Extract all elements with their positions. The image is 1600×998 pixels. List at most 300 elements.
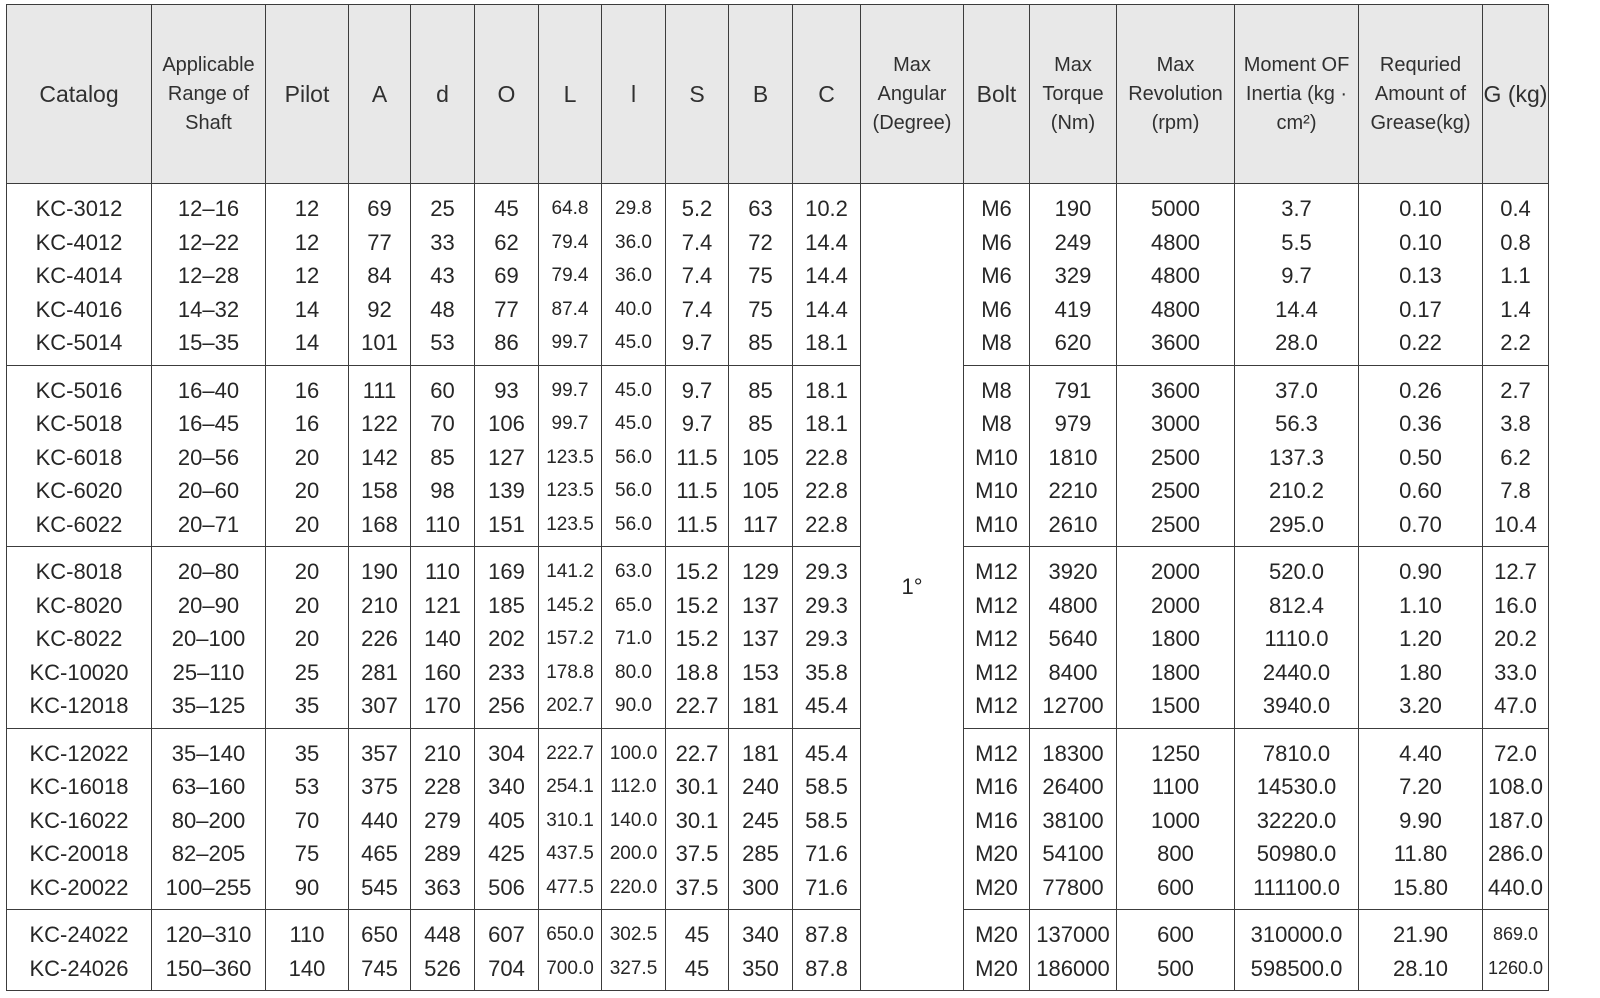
cell-value: 425 <box>488 841 525 866</box>
table-cell-pilot <box>266 728 349 910</box>
cell-value: 979 <box>1054 411 1092 436</box>
table-cell-torque <box>1030 184 1117 366</box>
cell-value: 145.2 <box>546 594 594 616</box>
cell-value: 14530.0 <box>1256 774 1337 799</box>
cell-value: 15.2 <box>675 592 719 618</box>
cell-value: 187.0 <box>1487 807 1544 833</box>
cell-value: 520.0 <box>1268 559 1325 584</box>
cell-value: 2500 <box>1151 511 1200 537</box>
cell-value: 18.1 <box>805 377 848 403</box>
cell-value: 29.3 <box>805 592 848 618</box>
column-header-revolution: Max Revolution (rpm) <box>1117 5 1235 184</box>
table-cell-inertia <box>1235 365 1359 547</box>
cell-value: 12 <box>294 229 320 255</box>
cell-value: 168 <box>361 511 398 537</box>
cell-value: 289 <box>424 841 461 866</box>
cell-value: 340 <box>488 774 525 799</box>
cell-value: M8 <box>981 411 1012 436</box>
cell-value: 30.1 <box>675 774 719 799</box>
table-cell-range <box>152 184 266 366</box>
cell-value: 63 <box>748 196 773 221</box>
cell-value: 285 <box>742 841 779 866</box>
table-cell-revolution <box>1117 365 1235 547</box>
table-cell-bolt <box>964 365 1030 547</box>
cell-value: 279 <box>424 807 461 833</box>
cell-value: 350 <box>742 955 779 981</box>
cell-value: KC-4012 <box>35 229 123 255</box>
cell-value: M12 <box>975 740 1018 766</box>
cell-value: 5000 <box>1151 196 1200 221</box>
cell-value: 650 <box>361 922 398 947</box>
table-cell-catalog <box>7 728 152 910</box>
cell-value: 20 <box>294 626 320 651</box>
cell-value: 1810 <box>1048 444 1098 470</box>
cell-value: 600 <box>1157 874 1194 900</box>
table-cell-pilot <box>266 184 349 366</box>
cell-value: 123.5 <box>546 480 594 501</box>
cell-value: 123.5 <box>546 446 594 468</box>
cell-value: 33 <box>430 229 455 255</box>
cell-value: 598500.0 <box>1250 955 1343 981</box>
cell-value: 87.8 <box>805 922 848 947</box>
cell-value: 545 <box>361 874 398 900</box>
cell-value: 20.2 <box>1494 626 1537 651</box>
cell-value: 29.3 <box>805 626 848 651</box>
cell-value: 1000 <box>1151 807 1200 833</box>
table-cell-l <box>539 365 602 547</box>
cell-value: 105 <box>742 478 779 503</box>
coupling-spec-table-wrapper <box>6 4 1549 991</box>
cell-value: M12 <box>975 626 1018 651</box>
cell-value: 75 <box>294 841 320 866</box>
cell-value: 56.0 <box>615 480 652 501</box>
cell-value: 16.0 <box>1494 592 1537 618</box>
cell-value: 2500 <box>1151 478 1200 503</box>
table-cell-grease <box>1359 910 1483 991</box>
cell-value: KC-16018 <box>29 774 129 799</box>
table-cell-inertia <box>1235 910 1359 991</box>
cell-value: 7.20 <box>1399 774 1442 799</box>
cell-value: 3.7 <box>1281 196 1312 221</box>
cell-value: 0.13 <box>1399 263 1442 288</box>
cell-value: KC-6018 <box>35 444 123 470</box>
cell-value: 123.5 <box>546 513 594 535</box>
table-cell-b <box>729 184 793 366</box>
column-header-a: A <box>349 5 411 184</box>
cell-value: 36.0 <box>615 265 652 286</box>
table-cell-c <box>793 365 861 547</box>
cell-value: 45.0 <box>615 332 652 353</box>
table-cell-o <box>475 365 539 547</box>
cell-value: 0.17 <box>1399 296 1442 322</box>
cell-value: 178.8 <box>546 661 594 683</box>
cell-value: 181 <box>742 740 779 766</box>
cell-value: 141.2 <box>546 561 594 582</box>
cell-value: 22.7 <box>675 693 719 718</box>
cell-value: 11.80 <box>1393 841 1448 866</box>
cell-value: 5640 <box>1048 626 1098 651</box>
cell-value: M10 <box>975 478 1018 503</box>
cell-value: 47.0 <box>1494 693 1537 718</box>
cell-value: 295.0 <box>1268 511 1325 537</box>
cell-value: 101 <box>361 330 398 355</box>
table-cell-l <box>602 728 666 910</box>
cell-value: 14–32 <box>177 296 240 322</box>
cell-value: KC-4016 <box>35 296 123 322</box>
cell-value: 117 <box>742 511 779 537</box>
cell-value: 440 <box>361 807 398 833</box>
cell-value: 158 <box>361 478 398 503</box>
cell-value: 222.7 <box>546 742 594 764</box>
column-header-bolt: Bolt <box>964 5 1030 184</box>
cell-value: 54100 <box>1042 841 1104 866</box>
table-cell-a <box>349 728 411 910</box>
cell-value: 2610 <box>1048 511 1098 537</box>
cell-value: 16 <box>294 411 320 436</box>
cell-value: 140 <box>288 955 326 981</box>
table-cell-g <box>1483 184 1549 366</box>
cell-value: 1.20 <box>1399 626 1442 651</box>
cell-value: 200.0 <box>609 843 658 864</box>
cell-value: 28.10 <box>1392 955 1449 981</box>
cell-value: 600 <box>1157 922 1194 947</box>
cell-value: 70 <box>430 411 455 436</box>
cell-value: 37.5 <box>675 874 719 900</box>
cell-value: 500 <box>1157 955 1194 981</box>
table-cell-s <box>666 910 729 991</box>
cell-value: 307 <box>361 693 398 718</box>
cell-value: 20 <box>294 478 320 503</box>
table-cell-bolt <box>964 910 1030 991</box>
cell-value: 22.8 <box>805 511 848 537</box>
table-cell-range <box>152 547 266 729</box>
cell-value: 72.0 <box>1494 740 1537 766</box>
cell-value: KC-20018 <box>29 841 129 866</box>
cell-value: 35 <box>294 693 320 718</box>
cell-value: 77 <box>367 229 392 255</box>
cell-value: 310000.0 <box>1250 922 1343 947</box>
cell-value: 20 <box>294 444 320 470</box>
cell-value: M6 <box>981 263 1012 288</box>
table-cell-torque <box>1030 547 1117 729</box>
cell-value: 20–56 <box>177 444 240 470</box>
cell-value: 2000 <box>1151 592 1200 618</box>
column-header-g: G (kg) <box>1483 5 1549 184</box>
cell-value: 1.10 <box>1399 592 1442 618</box>
cell-value: 127 <box>488 444 525 470</box>
cell-value: 129 <box>742 559 779 584</box>
cell-value: 29.8 <box>615 198 652 219</box>
table-cell-d <box>411 910 475 991</box>
cell-value: 25 <box>430 196 455 221</box>
cell-value: 80.0 <box>615 661 652 683</box>
cell-value: 140 <box>424 626 461 651</box>
cell-value: 0.70 <box>1399 511 1442 537</box>
table-cell-grease <box>1359 728 1483 910</box>
cell-value: KC-5014 <box>35 330 123 355</box>
cell-value: 77800 <box>1042 874 1104 900</box>
cell-value: 79.4 <box>551 265 589 286</box>
cell-value: 650.0 <box>546 924 594 945</box>
cell-value: 4.40 <box>1399 740 1442 766</box>
cell-value: 1.1 <box>1500 263 1531 288</box>
cell-value: 90.0 <box>615 695 652 716</box>
cell-value: 25 <box>294 659 320 685</box>
cell-value: 1.80 <box>1399 659 1442 685</box>
cell-value: 100–255 <box>165 874 252 900</box>
cell-value: 419 <box>1054 296 1092 322</box>
table-cell-b <box>729 728 793 910</box>
cell-value: 0.36 <box>1399 411 1442 436</box>
cell-value: 56.0 <box>615 513 652 535</box>
table-cell-revolution <box>1117 728 1235 910</box>
column-header-b: B <box>729 5 793 184</box>
cell-value: 202 <box>488 626 525 651</box>
table-cell-s <box>666 728 729 910</box>
cell-value: 64.8 <box>551 198 589 219</box>
cell-value: 0.90 <box>1399 559 1442 584</box>
cell-value: 140.0 <box>609 809 658 831</box>
cell-value: 32220.0 <box>1256 807 1337 833</box>
cell-value: 80–200 <box>171 807 246 833</box>
cell-value: 86 <box>494 330 519 355</box>
cell-value: 448 <box>424 922 461 947</box>
cell-value: 1250 <box>1151 740 1200 766</box>
cell-value: 6.2 <box>1500 444 1531 470</box>
cell-value: 181 <box>742 693 779 718</box>
table-cell-range <box>152 728 266 910</box>
header-row <box>7 5 1549 184</box>
cell-value: KC-3012 <box>35 196 123 221</box>
cell-value: M12 <box>975 559 1018 584</box>
cell-value: 110 <box>424 559 461 584</box>
cell-value: 37.0 <box>1275 377 1318 403</box>
cell-value: 72 <box>748 229 773 255</box>
cell-value: M6 <box>981 196 1012 221</box>
column-header-inertia: Moment OF Inertia (kg · cm²) <box>1235 5 1359 184</box>
cell-value: 185 <box>488 592 525 618</box>
cell-value: 15.2 <box>675 559 719 584</box>
cell-value: 12.7 <box>1494 559 1537 584</box>
table-cell-pilot <box>266 365 349 547</box>
table-cell-c <box>793 728 861 910</box>
cell-value: 20 <box>294 511 320 537</box>
cell-value: 310.1 <box>546 809 594 831</box>
cell-value: 99.7 <box>551 332 589 353</box>
cell-value: M6 <box>981 229 1012 255</box>
cell-value: KC-12022 <box>29 740 129 766</box>
table-cell-a <box>349 184 411 366</box>
table-cell-o <box>475 728 539 910</box>
cell-value: 85 <box>430 444 455 470</box>
cell-value: 137 <box>742 592 779 618</box>
cell-value: 3600 <box>1151 330 1200 355</box>
cell-value: KC-5018 <box>35 411 123 436</box>
cell-value: KC-8020 <box>35 592 123 618</box>
cell-value: M16 <box>975 774 1018 799</box>
cell-value: 45.0 <box>615 413 652 434</box>
cell-value: 37.5 <box>675 841 719 866</box>
cell-value: 9.7 <box>681 330 713 355</box>
cell-value: 18300 <box>1042 740 1104 766</box>
table-row-group <box>7 184 1549 366</box>
cell-value: 65.0 <box>615 594 652 616</box>
table-cell-a <box>349 910 411 991</box>
cell-value: 0.10 <box>1399 229 1442 255</box>
table-cell-catalog <box>7 910 152 991</box>
cell-value: 15.2 <box>675 626 719 651</box>
cell-value: 50980.0 <box>1256 841 1337 866</box>
cell-value: 35.8 <box>805 659 848 685</box>
cell-value: 704 <box>488 955 525 981</box>
table-cell-inertia <box>1235 547 1359 729</box>
table-row-group <box>7 910 1549 991</box>
cell-value: 12–16 <box>177 196 240 221</box>
cell-value: 85 <box>748 330 773 355</box>
cell-value: 7810.0 <box>1262 740 1331 766</box>
cell-value: 2440.0 <box>1262 659 1331 685</box>
cell-value: 700.0 <box>546 957 594 979</box>
cell-value: 4800 <box>1048 592 1098 618</box>
cell-value: KC-10020 <box>29 659 129 685</box>
cell-value: 87.4 <box>551 298 589 320</box>
table-cell-b <box>729 365 793 547</box>
cell-value: 11.5 <box>676 444 718 470</box>
cell-value: M12 <box>975 693 1018 718</box>
cell-value: 22.8 <box>805 444 848 470</box>
cell-value: M16 <box>975 807 1018 833</box>
cell-value: KC-6020 <box>35 478 123 503</box>
table-cell-l <box>602 547 666 729</box>
cell-value: 14 <box>294 330 320 355</box>
cell-value: 26400 <box>1042 774 1104 799</box>
table-cell-bolt <box>964 184 1030 366</box>
table-cell-l <box>539 910 602 991</box>
cell-value: 10.4 <box>1494 511 1537 537</box>
table-cell-catalog <box>7 547 152 729</box>
cell-value: 14.4 <box>805 229 848 255</box>
cell-value: 12700 <box>1042 693 1104 718</box>
table-cell-d <box>411 365 475 547</box>
column-header-grease: Requried Amount of Grease(kg) <box>1359 5 1483 184</box>
cell-value: 18.1 <box>805 411 848 436</box>
table-cell-o <box>475 184 539 366</box>
cell-value: 60 <box>430 377 455 403</box>
cell-value: 7.4 <box>681 296 713 322</box>
cell-value: 157.2 <box>546 628 594 649</box>
cell-value: 0.10 <box>1399 196 1442 221</box>
table-cell-grease <box>1359 547 1483 729</box>
cell-value: 190 <box>361 559 398 584</box>
cell-value: 75 <box>748 296 773 322</box>
table-row-group <box>7 365 1549 547</box>
cell-value: 45.4 <box>805 693 848 718</box>
cell-value: 35 <box>294 740 320 766</box>
cell-value: 12 <box>294 196 320 221</box>
table-cell-c <box>793 910 861 991</box>
cell-value: 240 <box>742 774 779 799</box>
column-header-l: L <box>539 5 602 184</box>
cell-value: 12 <box>294 263 320 288</box>
cell-value: 139 <box>488 478 525 503</box>
cell-value: 153 <box>742 659 779 685</box>
cell-value: 10.2 <box>805 196 848 221</box>
cell-value: 1100 <box>1151 774 1200 799</box>
cell-value: 9.7 <box>681 377 713 403</box>
cell-value: 137000 <box>1036 922 1110 947</box>
cell-value: 28.0 <box>1275 330 1318 355</box>
cell-value: 8400 <box>1048 659 1098 685</box>
cell-value: 4800 <box>1151 229 1200 255</box>
cell-value: 71.0 <box>615 628 652 649</box>
cell-value: 220.0 <box>609 876 658 898</box>
table-cell-revolution <box>1117 547 1235 729</box>
table-cell-range <box>152 365 266 547</box>
cell-value: 106 <box>488 411 525 436</box>
cell-value: 0.26 <box>1399 377 1442 403</box>
table-body <box>7 184 1549 991</box>
cell-value: 4800 <box>1151 296 1200 322</box>
cell-value: 14.4 <box>805 263 848 288</box>
cell-value: 228 <box>424 774 461 799</box>
cell-value: 71.6 <box>805 841 848 866</box>
cell-value: 82–205 <box>171 841 246 866</box>
cell-value: 0.4 <box>1500 196 1531 221</box>
cell-value: 4800 <box>1151 263 1200 288</box>
table-cell-g <box>1483 547 1549 729</box>
cell-value: M20 <box>975 922 1018 947</box>
cell-value: 110 <box>424 511 461 537</box>
cell-value: 20 <box>294 559 320 584</box>
table-cell-l <box>602 910 666 991</box>
cell-value: KC-4014 <box>35 263 123 288</box>
cell-value: 45 <box>684 955 710 981</box>
cell-value: 14.4 <box>805 296 848 322</box>
cell-value: 70 <box>294 807 320 833</box>
cell-value: 20 <box>294 592 320 618</box>
cell-value: M12 <box>975 592 1018 618</box>
cell-value: 3920 <box>1048 559 1098 584</box>
cell-value: 11.5 <box>676 478 718 503</box>
table-cell-o <box>475 547 539 729</box>
cell-value: 85 <box>748 411 773 436</box>
cell-value: 120–310 <box>165 922 252 947</box>
cell-value: 1800 <box>1151 626 1200 651</box>
table-cell-g <box>1483 728 1549 910</box>
cell-value: 249 <box>1054 229 1092 255</box>
cell-value: 20–60 <box>177 478 240 503</box>
cell-value: 29.3 <box>805 559 848 584</box>
cell-value: 3.20 <box>1399 693 1442 718</box>
cell-value: 375 <box>361 774 398 799</box>
table-cell-inertia <box>1235 728 1359 910</box>
cell-value: 92 <box>367 296 392 322</box>
table-cell-g <box>1483 365 1549 547</box>
cell-value: 99.7 <box>551 413 589 434</box>
cell-value: KC-8018 <box>35 559 123 584</box>
cell-value: 45.0 <box>615 379 652 401</box>
table-cell-torque <box>1030 728 1117 910</box>
column-header-torque: Max Torque (Nm) <box>1030 5 1117 184</box>
cell-value: 5.5 <box>1281 229 1312 255</box>
cell-value: 63.0 <box>615 561 652 582</box>
cell-value: 11.5 <box>676 511 718 537</box>
cell-value: 202.7 <box>546 695 594 716</box>
cell-value: 20–80 <box>177 559 240 584</box>
cell-value: 0.22 <box>1399 330 1442 355</box>
column-header-d: d <box>411 5 475 184</box>
cell-value: 69 <box>367 196 392 221</box>
